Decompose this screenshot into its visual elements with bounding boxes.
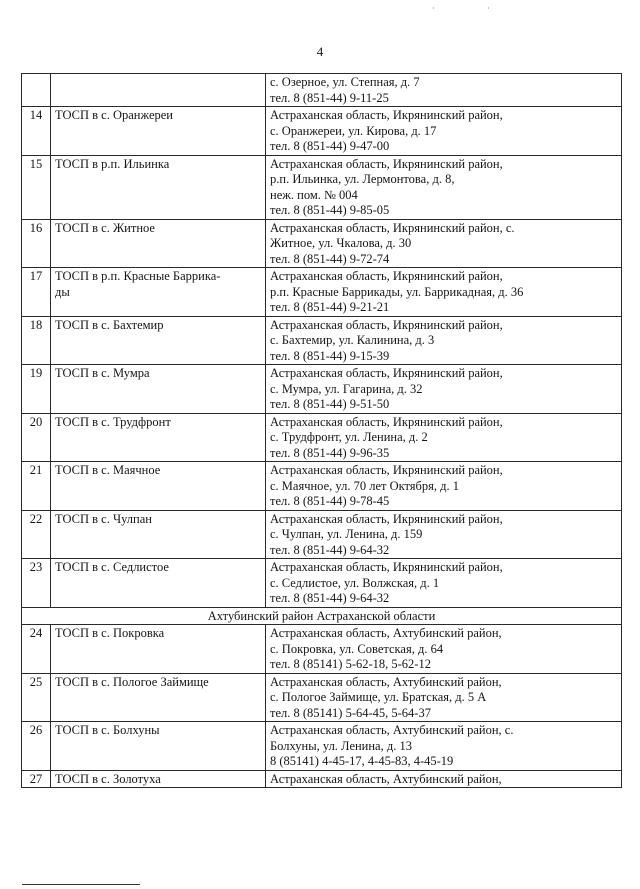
address-line: тел. 8 (851-44) 9-64-32 [270,542,390,557]
scan-mark: · [432,4,435,13]
office-address [266,673,622,722]
office-address [266,510,622,559]
office-name: ТОСП в с. Трудфронт [51,413,266,462]
row-number: 27 [22,770,51,788]
address-line: р.п. Красные Баррикады, ул. Баррикадная, д. 36 [270,284,524,299]
row-number: 24 [22,625,51,674]
table-row [22,722,622,771]
section-heading: Ахтубинский район Астраханской области [22,607,622,625]
table-row [22,107,622,156]
address-line: тел. 8 (851-44) 9-64-32 [270,591,390,605]
address-line: с. Бахтемир, ул. Калинина, д. 3 [270,333,435,347]
address-line: тел. 8 (851-44) 9-85-05 [270,203,390,217]
address-line: р.п. Ильинка, ул. Лермонтова, д. 8, [270,172,455,186]
row-number: 23 [22,559,51,608]
table-row [22,155,622,219]
table-row [22,673,622,722]
address-line: тел. 8 (851-44) 9-15-39 [270,348,390,363]
row-number: 18 [22,316,51,365]
offices-table [21,73,622,788]
row-number: 14 [22,107,51,156]
office-name: ТОСП в с. Седлистое [51,559,266,608]
office-address [266,559,622,608]
office-name: ТОСП в с. Покровка [51,625,266,674]
table-row [22,510,622,559]
row-number: 16 [22,219,51,268]
address-line: с. Чулпан, ул. Ленина, д. 159 [270,527,423,541]
address-line: с. Оранжереи, ул. Кирова, д. 17 [270,123,437,138]
office-address [266,107,622,156]
table-row [22,365,622,414]
address-line: с. Седлистое, ул. Волжская, д. 1 [270,575,440,590]
address-line: тел. 8 (851-44) 9-47-00 [270,139,390,153]
address-line: тел. 8 (85141) 5-64-45, 5-64-37 [270,705,431,720]
address-line: Астраханская область, Икрянинский район, [270,414,503,429]
section-row [22,607,622,625]
address-line: тел. 8 (851-44) 9-11-25 [270,90,389,105]
address-line: Житное, ул. Чкалова, д. 30 [270,236,412,250]
address-line: Астраханская область, Икрянинский район, с. [270,220,515,235]
office-address [266,74,622,107]
table-row [22,625,622,674]
address-line: Астраханская область, Икрянинский район, [270,560,503,574]
row-number: 22 [22,510,51,559]
table-row [22,74,622,107]
table-row [22,770,622,788]
office-name [51,74,266,107]
office-name: ТОСП в р.п. Ильинка [51,155,266,219]
scan-mark: · [487,4,490,13]
address-line: Астраханская область, Икрянинский район, [270,108,503,122]
office-address [266,365,622,414]
address-line: с. Трудфронт, ул. Ленина, д. 2 [270,430,428,444]
office-name: ТОСП в с. Мумра [51,365,266,414]
office-name: ТОСП в с. Житное [51,219,266,268]
office-address [266,413,622,462]
row-number: 25 [22,673,51,722]
address-line: с. Маячное, ул. 70 лет Октября, д. 1 [270,478,460,493]
address-line: Астраханская область, Икрянинский район, [270,156,503,171]
address-line: тел. 8 (851-44) 9-21-21 [270,300,390,314]
table-body [22,74,622,788]
address-line: Астраханская область, Ахтубинский район, [270,771,502,786]
address-line: Астраханская область, Икрянинский район, [270,366,503,380]
table-row [22,316,622,365]
row-number [22,74,51,107]
address-line: Астраханская область, Ахтубинский район, с. [270,723,514,737]
table-row [22,219,622,268]
address-line: с. Мумра, ул. Гагарина, д. 32 [270,381,423,396]
office-address [266,462,622,511]
address-line: тел. 8 (851-44) 9-96-35 [270,445,390,460]
office-name: ТОСП в с. Золотуха [51,770,266,788]
address-line: тел. 8 (85141) 5-62-18, 5-62-12 [270,657,431,671]
office-name: ТОСП в с. Маячное [51,462,266,511]
office-name: ТОСП в с. Оранжереи [51,107,266,156]
office-address [266,268,622,317]
office-address [266,722,622,771]
office-name: ТОСП в с. Бахтемир [51,316,266,365]
address-line: Астраханская область, Ахтубинский район, [270,626,502,640]
address-line: тел. 8 (851-44) 9-78-45 [270,494,390,508]
address-line: Астраханская область, Икрянинский район, [270,511,503,526]
table-row [22,268,622,317]
office-name: ТОСП в с. Пологое Займище [51,673,266,722]
address-line: тел. 8 (851-44) 9-51-50 [270,397,390,411]
row-number: 26 [22,722,51,771]
row-number: 15 [22,155,51,219]
address-line: с. Пологое Займище, ул. Братская, д. 5 А [270,690,487,704]
row-number: 21 [22,462,51,511]
office-address [266,316,622,365]
table-row [22,413,622,462]
office-name: ТОСП в р.п. Красные Баррика- ды [51,268,266,317]
page-number: 4 [316,44,324,59]
row-number: 20 [22,413,51,462]
office-address [266,155,622,219]
address-line: с. Озерное, ул. Степная, д. 7 [270,75,420,89]
row-number: 17 [22,268,51,317]
address-line: Болхуны, ул. Ленина, д. 13 [270,738,412,753]
address-line: Астраханская область, Икрянинский район, [270,463,503,477]
address-line: 8 (85141) 4-45-17, 4-45-83, 4-45-19 [270,754,454,768]
address-line: Астраханская область, Икрянинский район, [270,269,503,283]
footnote-rule [22,884,140,885]
office-address [266,770,622,788]
table-row [22,462,622,511]
table-row [22,559,622,608]
office-address [266,625,622,674]
address-line: Астраханская область, Ахтубинский район, [270,674,502,689]
address-line: неж. пом. № 004 [270,187,358,202]
row-number: 19 [22,365,51,414]
address-line: с. Покровка, ул. Советская, д. 64 [270,641,444,656]
office-address [266,219,622,268]
office-name: ТОСП в с. Болхуны [51,722,266,771]
address-line: Астраханская область, Икрянинский район, [270,317,503,332]
office-name: ТОСП в с. Чулпан [51,510,266,559]
address-line: тел. 8 (851-44) 9-72-74 [270,251,390,266]
